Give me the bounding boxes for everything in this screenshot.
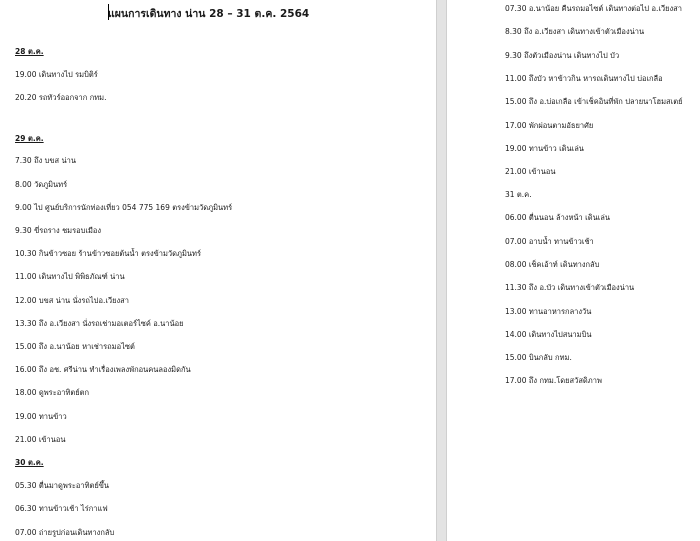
day-heading-31: 31 ต.ค. [505, 190, 532, 199]
itinerary-line: 19.00 เดินทางไป รมบิติร์ [15, 70, 98, 79]
itinerary-line: 06.00 ตื่นนอน ล้างหน้า เดินเล่น [505, 213, 610, 222]
itinerary-line: 19.00 ทานข้าว เดินเล่น [505, 144, 584, 153]
itinerary-line: 11.00 ถึงบัว หาข้าวกิน หารถเดินทางไป บ่อเกลือ [505, 74, 663, 83]
itinerary-line: 19.00 ทานข้าว [15, 412, 67, 421]
day-heading-28: 28 ต.ค. [15, 47, 44, 56]
itinerary-line: 05.30 ตื่นมาดูพระอาทิตย์ขึ้น [15, 481, 110, 490]
itinerary-line: 17.00 พักผ่อนตามอัธยาศัย [505, 121, 594, 130]
page-gap [436, 0, 447, 541]
itinerary-line: 9.00 ไป ศูนย์บริการนักท่องเที่ยว 054 775 169 ตรงข้ามวัดภูมินทร์ [15, 203, 233, 212]
document-page-right[interactable] [447, 0, 700, 541]
itinerary-line: 7.30 ถึง บขส น่าน [15, 156, 76, 165]
itinerary-line: 07.00 ถ่ายรูปก่อนเดินทางกลับ [15, 528, 115, 537]
itinerary-line: 07.30 อ.นาน้อย คืนรถมอไซต์ เดินทางต่อไป อ.เวียงสา [505, 4, 682, 13]
itinerary-line: 07.00 อาบน้ำ ทานข้าวเช้า [505, 237, 594, 246]
itinerary-line: 17.00 ถึง กทม.โดยสวัสดิภาพ [505, 376, 602, 385]
itinerary-line: 9.30 ขี่รถราง ชมรอบเมือง [15, 226, 102, 235]
itinerary-line: 21.00 เข้านอน [505, 167, 556, 176]
itinerary-line: 15.00 ถึง อ.นาน้อย หาเช่ารถมอไซต์ [15, 342, 135, 351]
itinerary-line: 15.00 บินกลับ กทม. [505, 353, 572, 362]
itinerary-line: 16.00 ถึง อช. ศรีน่าน ทำเรื่องเพลงพักอนคนลองมิดกัน [15, 365, 191, 374]
itinerary-line: 12.00 บขส น่าน นั่งรถไปอ.เวียงสา [15, 296, 129, 305]
day-heading-30: 30 ต.ค. [15, 458, 44, 467]
document-title: แผนการเดินทาง น่าน 28 – 31 ต.ค. 2564 [108, 8, 310, 20]
day-heading-29: 29 ต.ค. [15, 134, 44, 143]
itinerary-line: 20.20 รถทัวร์ออกจาก กทม. [15, 93, 107, 102]
itinerary-line: 06.30 ทานข้าวเช้า ไร่กาแฟ [15, 504, 108, 513]
itinerary-line: 8.30 ถึง อ.เวียงสา เดินทางเข้าตัวเมืองน่าน [505, 27, 645, 36]
itinerary-line: 14.00 เดินทางไปสนามบิน [505, 330, 592, 339]
itinerary-line: 08.00 เช็คเอ้าท์ เดินทางกลับ [505, 260, 600, 269]
itinerary-line: 18.00 ดูพระอาทิตย์ตก [15, 388, 90, 397]
itinerary-line: 8.00 วัดภูมินทร์ [15, 180, 68, 189]
itinerary-line: 11.30 ถึง อ.บัว เดินทางเข้าตัวเมืองน่าน [505, 283, 635, 292]
itinerary-line: 9.30 ถึงตัวเมืองน่าน เดินทางไป บัว [505, 51, 620, 60]
itinerary-line: 13.30 ถึง อ.เวียงสา นั่งรถเช่ามอเตอร์ไซค์ อ.นาน้อย [15, 319, 184, 328]
itinerary-line: 11.00 เดินทางไป พิพิธภัณฑ์ น่าน [15, 272, 125, 281]
itinerary-line: 15.00 ถึง อ.บ่อเกลือ เข้าเช็คอินที่พัก ปลายนาโฮมสเตย์ [505, 97, 683, 106]
itinerary-line: 13.00 ทานอาหารกลางวัน [505, 307, 592, 316]
itinerary-line: 21.00 เข้านอน [15, 435, 66, 444]
itinerary-line: 10.30 กินข้าวซอย ร้านข้าวซอยต้นน้ำ ตรงข้ามวัดภูมินทร์ [15, 249, 201, 258]
